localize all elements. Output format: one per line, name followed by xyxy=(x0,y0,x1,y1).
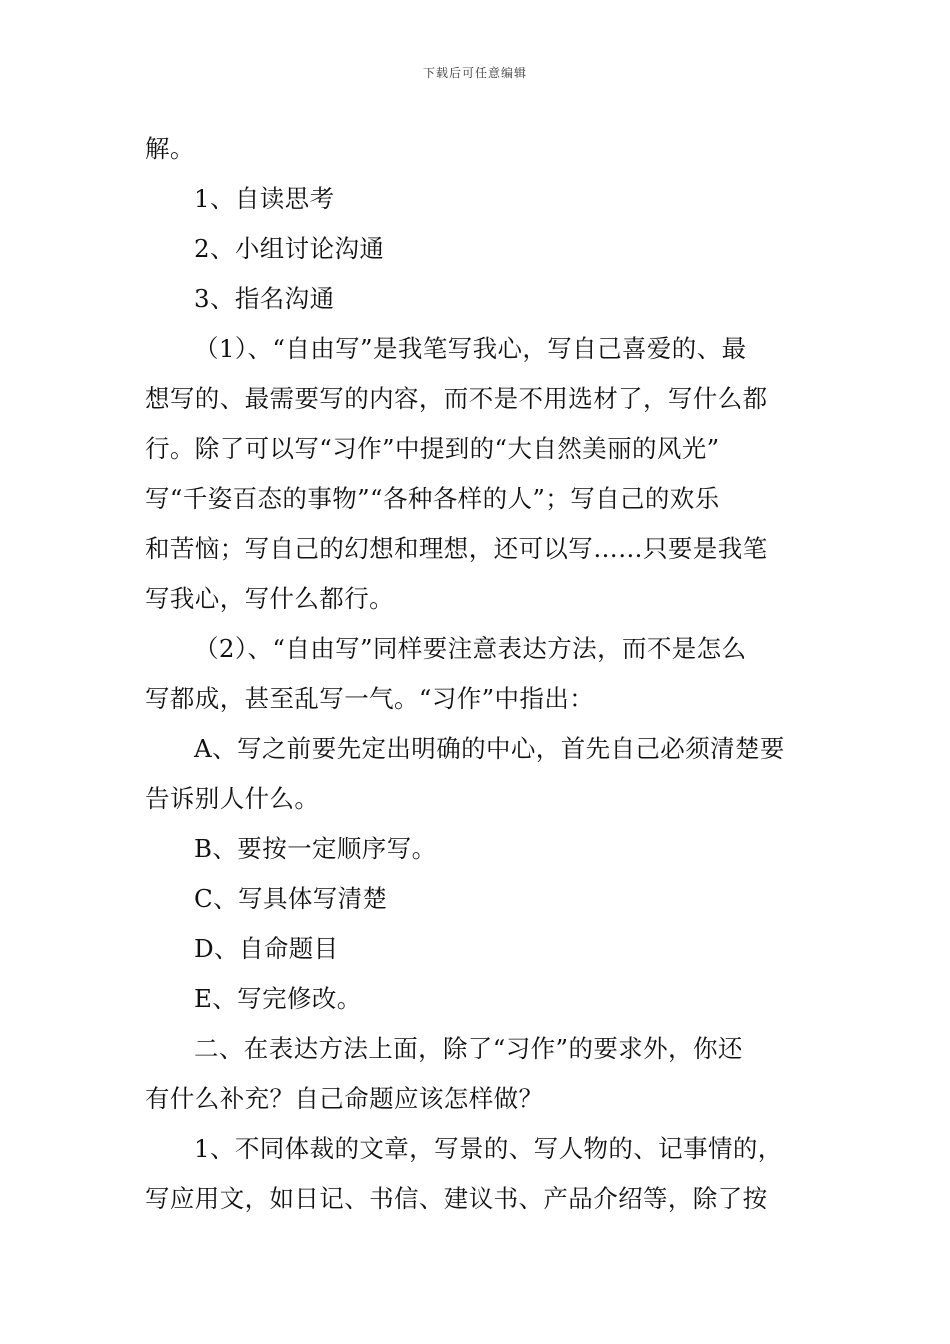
text-line: 想写的、最需要写的内容，而不是不用选材了，写什么都 xyxy=(145,384,768,413)
text-line: 和苦恼；写自己的幻想和理想，还可以写……只要是我笔 xyxy=(145,534,768,563)
text-line: 解。 xyxy=(145,134,195,163)
text-line: 有什么补充？自己命题应该怎样做？ xyxy=(145,1084,544,1113)
text-line: 3、指名沟通 xyxy=(194,284,335,313)
text-line: （2）、“自由写”同样要注意表达方法，而不是怎么 xyxy=(194,634,747,663)
text-line: D、自命题目 xyxy=(194,934,339,963)
text-line: A、写之前要先定出明确的中心，首先自己必须清楚要 xyxy=(194,734,785,763)
text-line: 写“千姿百态的事物”“各种各样的人”；写自己的欢乐 xyxy=(145,484,720,513)
text-line: 1、不同体裁的文章，写景的、写人物的、记事情的， xyxy=(194,1134,783,1163)
text-line: 写应用文，如日记、书信、建议书、产品介绍等，除了按 xyxy=(145,1184,768,1213)
text-line: 告诉别人什么。 xyxy=(145,784,320,813)
text-line: 二、在表达方法上面，除了“习作”的要求外，你还 xyxy=(194,1034,743,1063)
text-line: 写都成，甚至乱写一气。“习作”中指出： xyxy=(145,684,595,713)
text-line: C、写具体写清楚 xyxy=(194,884,388,913)
text-line: （1）、“自由写”是我笔写我心，写自己喜爱的、最 xyxy=(194,334,747,363)
text-line: B、要按一定顺序写。 xyxy=(194,834,437,863)
text-line: 写我心，写什么都行。 xyxy=(145,584,394,613)
text-line: 行。除了可以写“习作”中提到的“大自然美丽的风光” xyxy=(145,434,720,463)
text-line: 2、小组讨论沟通 xyxy=(194,234,385,263)
text-line: 1、自读思考 xyxy=(194,184,335,213)
page-header: 下载后可任意编辑 xyxy=(422,66,527,80)
document-body xyxy=(145,124,807,1224)
text-line: E、写完修改。 xyxy=(194,984,362,1013)
